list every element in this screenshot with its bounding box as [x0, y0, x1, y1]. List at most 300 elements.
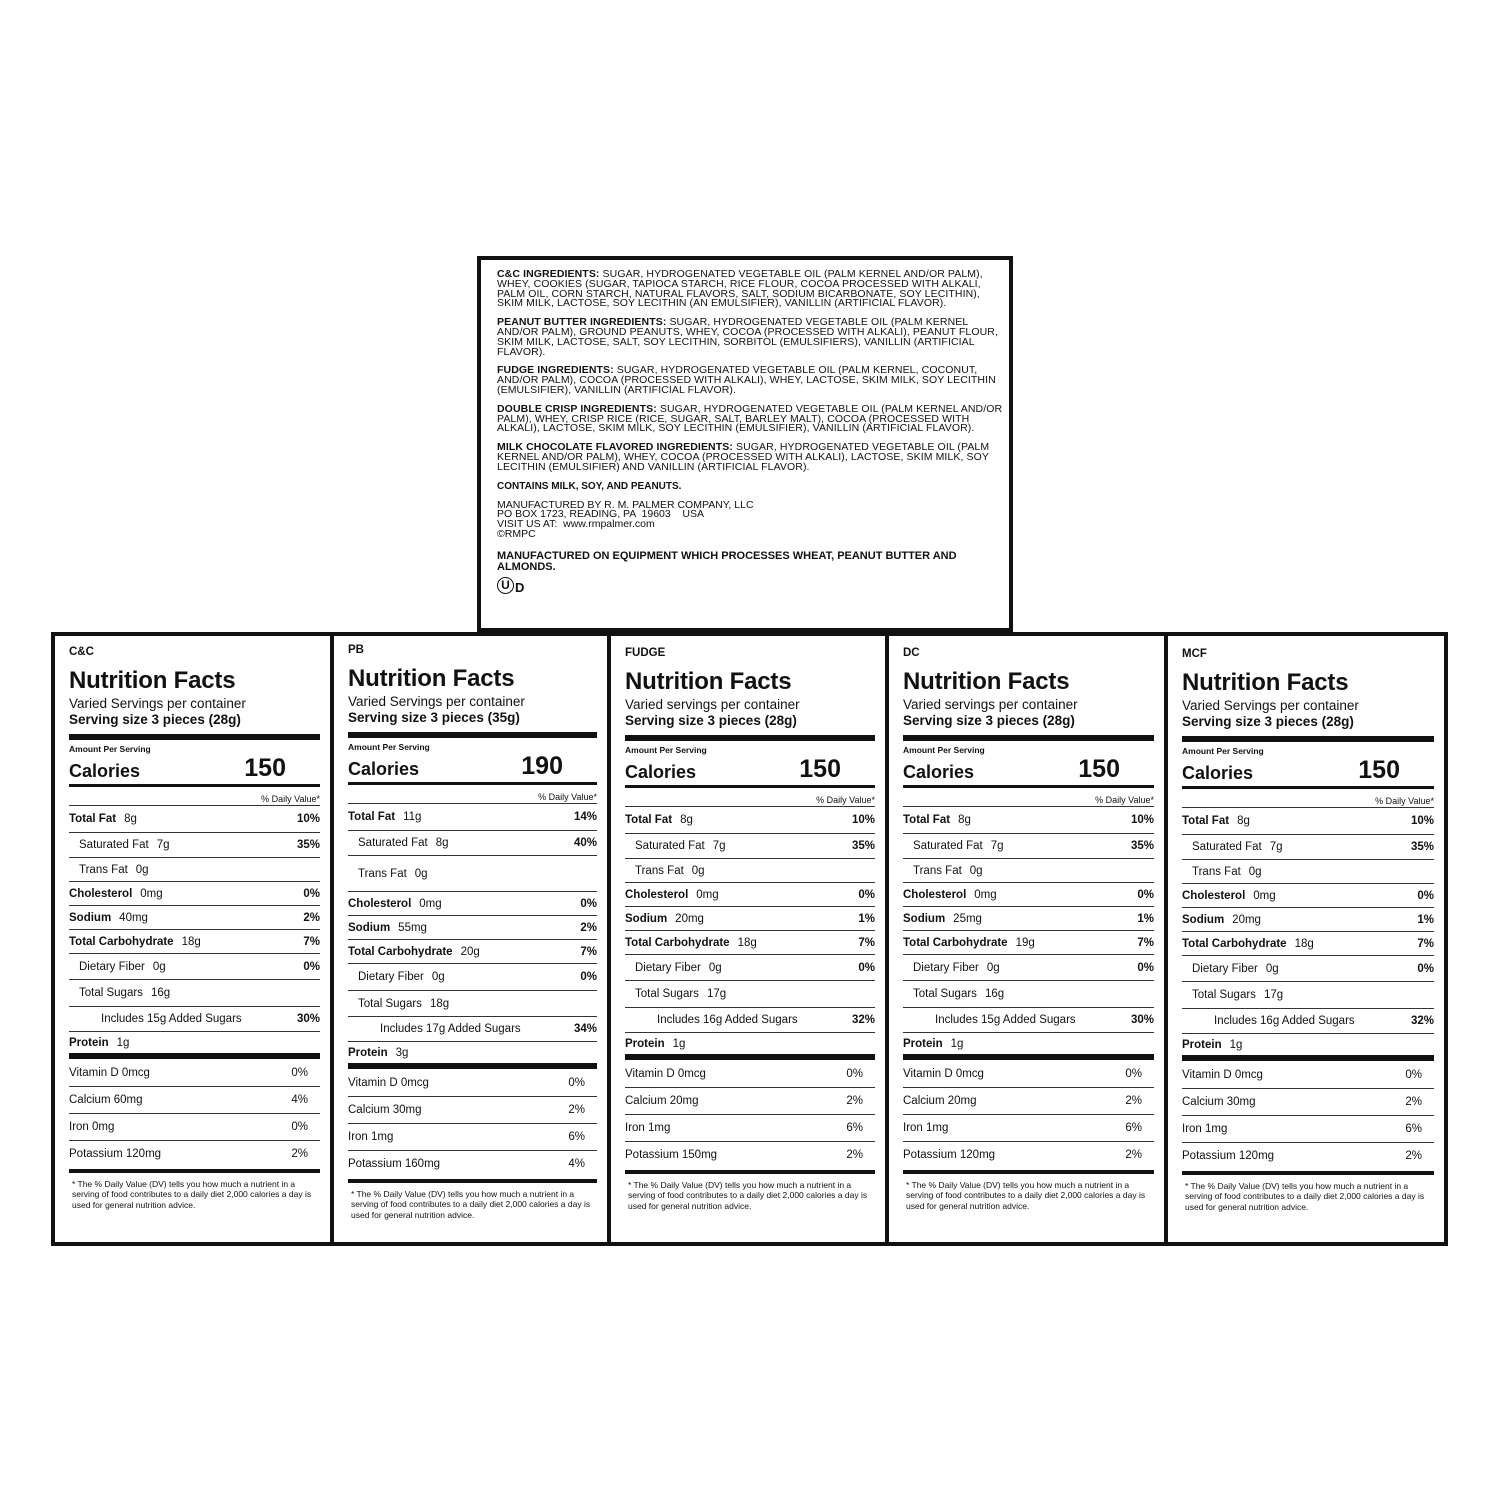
vitamin-label: Vitamin D 0mcg — [69, 1066, 150, 1079]
calories-value: 150 — [799, 755, 841, 783]
nutrient-label: Includes 16g Added Sugars — [657, 1014, 798, 1026]
nutrient-label-group — [625, 889, 719, 901]
nutrition-facts-title: Nutrition Facts — [348, 665, 515, 692]
nutrient-amount: 0g — [1265, 962, 1279, 975]
nutrient-label-group — [348, 946, 480, 958]
nutrition-panel — [55, 636, 330, 1242]
nutrient-row — [625, 980, 875, 1007]
panel-content — [69, 646, 320, 1210]
nutrient-label-group — [348, 1047, 408, 1059]
calories-label: Calories — [1182, 763, 1254, 783]
nutrient-amount: 7g — [712, 840, 726, 852]
medium-divider — [1182, 786, 1434, 789]
nutrient-amount: 0g — [152, 960, 166, 973]
nutrient-row — [903, 980, 1154, 1007]
daily-value-footnote: * The % Daily Value (DV) tells you how much a nutrient in a serving of food contributes to a daily diet 2,000 calories a day is used for general nutrition advice. — [906, 1180, 1146, 1211]
nutrient-row — [69, 857, 320, 881]
manufacturer-website: VISIT US AT: www.rmpalmer.com — [497, 518, 655, 531]
ingredients-content — [497, 270, 1007, 594]
vitamin-row — [625, 1060, 875, 1087]
nutrient-amount: 18g — [181, 935, 201, 948]
nutrient-row — [69, 832, 320, 857]
thick-divider — [903, 735, 1154, 741]
vitamin-row — [903, 1114, 1154, 1141]
nutrient-label-group — [903, 937, 1035, 949]
vitamin-daily-value: 2% — [291, 1148, 308, 1160]
vitamin-row — [348, 1123, 597, 1150]
nutrient-daily-value: 0% — [858, 961, 875, 974]
nutrient-daily-value: 2% — [580, 921, 597, 934]
nutrient-row — [1182, 931, 1434, 955]
nutrient-label: Protein — [348, 1046, 388, 1059]
nutrient-label: Cholesterol — [1182, 889, 1246, 902]
nutrient-amount: 40mg — [119, 911, 148, 924]
nutrient-label: Cholesterol — [903, 888, 967, 901]
nutrient-row — [69, 806, 320, 832]
nutrient-amount: 0g — [986, 961, 1000, 974]
nutrient-daily-value: 40% — [573, 837, 597, 849]
thick-divider — [348, 732, 597, 738]
nutrient-amount: 16g — [150, 987, 171, 999]
nutrient-row — [625, 954, 875, 980]
nutrient-label-group — [69, 888, 163, 900]
nutrient-amount: 0g — [431, 971, 445, 983]
vitamin-row — [1182, 1088, 1434, 1115]
vitamin-table — [625, 1060, 875, 1168]
vitamin-label: Potassium 120mg — [903, 1149, 996, 1161]
ingredients-paragraph — [497, 366, 1007, 395]
vitamin-label: Vitamin D 0mcg — [1182, 1068, 1263, 1081]
vitamin-daily-value: 0% — [846, 1067, 863, 1080]
nutrient-label: Protein — [903, 1037, 943, 1050]
nutrient-amount: 19g — [1015, 936, 1035, 949]
nutrient-label: Total Carbohydrate — [1182, 937, 1287, 950]
nutrition-facts-title: Nutrition Facts — [69, 667, 236, 694]
daily-value-footnote: * The % Daily Value (DV) tells you how much a nutrient in a serving of food contributes to a daily diet 2,000 calories a day is used for general nutrition advice. — [72, 1179, 312, 1210]
nutrient-row — [1182, 907, 1434, 931]
nutrient-row — [1182, 834, 1434, 859]
nutrient-label: Saturated Fat — [358, 837, 428, 849]
nutrition-panel — [334, 636, 607, 1242]
nutrient-row — [348, 1041, 597, 1063]
nutrient-daily-value: 7% — [580, 945, 597, 958]
vitamin-daily-value: 2% — [1125, 1095, 1142, 1107]
nutrient-label: Saturated Fat — [635, 840, 705, 852]
nutrient-label-group — [903, 889, 997, 901]
nutrient-label-group — [625, 937, 757, 949]
kosher-symbol — [497, 577, 1007, 594]
nutrient-row — [903, 858, 1154, 882]
nutrient-label-group — [69, 912, 148, 924]
amount-per-serving: Amount Per Serving — [903, 745, 985, 755]
calories-row — [69, 755, 320, 781]
nutrient-amount: 0g — [414, 867, 428, 880]
nutrient-label-group — [79, 839, 169, 851]
nutrient-label-group — [101, 1013, 242, 1025]
nutrient-label: Total Fat — [625, 814, 673, 826]
footer-divider — [903, 1170, 1154, 1174]
nutrient-label-group — [358, 837, 448, 849]
product-code: MCF — [1182, 648, 1207, 660]
ingredients-box — [477, 256, 1013, 632]
nutrient-amount: 7g — [990, 840, 1004, 852]
amount-per-serving: Amount Per Serving — [69, 744, 151, 754]
nutrient-label: Trans Fat — [913, 864, 962, 877]
nutrient-label-group — [913, 865, 983, 877]
nutrient-amount: 0mg — [140, 887, 163, 900]
nutrient-amount: 17g — [1263, 989, 1284, 1001]
vitamin-daily-value: 0% — [1125, 1067, 1142, 1080]
nutrient-label: Total Sugars — [79, 987, 143, 999]
nutrient-label: Dietary Fiber — [635, 961, 701, 974]
vitamin-table — [903, 1060, 1154, 1168]
nutrient-amount: 0g — [1248, 865, 1262, 878]
footer-divider — [69, 1169, 320, 1173]
manufacturer-info — [497, 498, 1007, 540]
nutrient-amount: 8g — [680, 814, 693, 826]
panel-content — [1182, 648, 1434, 1212]
ingredients-paragraph — [497, 270, 1007, 309]
nutrient-label-group — [903, 1038, 963, 1050]
nutrient-label: Total Carbohydrate — [69, 935, 174, 948]
amount-per-serving: Amount Per Serving — [625, 745, 707, 755]
nutrient-amount: 1g — [1229, 1038, 1243, 1051]
daily-value-header: % Daily Value* — [816, 795, 875, 805]
nutrient-amount: 7g — [156, 839, 170, 851]
nutrient-label-group — [79, 987, 170, 999]
nutrient-row — [903, 807, 1154, 833]
daily-value-footnote: * The % Daily Value (DV) tells you how much a nutrient in a serving of food contributes to a daily diet 2,000 calories a day is used for general nutrition advice. — [351, 1189, 591, 1220]
nutrient-row — [1182, 955, 1434, 981]
nutrient-amount: 1g — [672, 1037, 686, 1050]
vitamin-row — [348, 1069, 597, 1096]
vitamin-label: Iron 1mg — [903, 1122, 949, 1134]
nutrient-label: Total Sugars — [358, 997, 422, 1010]
nutrient-label-group — [69, 936, 201, 948]
nutrient-amount: 18g — [737, 936, 757, 949]
nutrient-amount: 7g — [1269, 841, 1283, 853]
nutrient-row — [348, 804, 597, 830]
nutrient-label-group — [625, 814, 693, 826]
nutrient-row — [903, 930, 1154, 954]
nutrient-row — [625, 807, 875, 833]
nutrient-label-group — [913, 962, 1000, 974]
nutrition-facts-title: Nutrition Facts — [903, 668, 1070, 695]
nutrient-row — [69, 905, 320, 929]
nutrient-row — [69, 1006, 320, 1031]
nutrient-label: Cholesterol — [348, 897, 412, 910]
calories-row — [903, 756, 1154, 782]
nutrient-label-group — [1192, 866, 1262, 878]
nutrient-label: Sodium — [69, 911, 112, 924]
footer-divider — [1182, 1171, 1434, 1175]
nutrient-label: Protein — [69, 1036, 109, 1049]
nutrient-row — [625, 882, 875, 906]
nutrient-amount: 0mg — [696, 888, 719, 901]
nutrient-label-group — [348, 811, 421, 823]
nutrient-daily-value: 0% — [303, 960, 320, 973]
vitamin-daily-value: 0% — [568, 1076, 585, 1089]
nutrient-label: Dietary Fiber — [913, 961, 979, 974]
nutrient-label-group — [1182, 914, 1261, 926]
nutrient-daily-value: 30% — [296, 1013, 320, 1025]
nutrient-row — [69, 881, 320, 905]
nutrient-daily-value: 0% — [580, 971, 597, 983]
nutrient-label-group — [348, 898, 442, 910]
nutrient-amount: 3g — [395, 1046, 409, 1059]
nutrient-label-group — [79, 864, 149, 876]
serving-size: Serving size 3 pieces (28g) — [903, 713, 1075, 728]
nutrient-label: Cholesterol — [69, 887, 133, 900]
nutrient-row — [625, 833, 875, 858]
vitamin-daily-value: 0% — [291, 1121, 308, 1133]
medium-divider — [348, 782, 597, 785]
calories-label: Calories — [903, 762, 975, 782]
calories-value: 190 — [521, 752, 563, 780]
nutrient-daily-value: 0% — [1137, 888, 1154, 901]
nutrient-row — [625, 906, 875, 930]
nutrient-label-group — [1182, 890, 1276, 902]
nutrient-label-group — [1192, 989, 1283, 1001]
nutrient-label: Cholesterol — [625, 888, 689, 901]
nutrient-amount: 20g — [460, 945, 480, 958]
nutrient-daily-value: 0% — [303, 887, 320, 900]
nutrient-row — [348, 855, 597, 891]
nutrient-row — [903, 833, 1154, 858]
nutrient-row — [348, 1016, 597, 1041]
ingredients-paragraph — [497, 443, 1007, 472]
vitamin-label: Vitamin D 0mcg — [348, 1076, 429, 1089]
daily-value-footnote: * The % Daily Value (DV) tells you how much a nutrient in a serving of food contributes to a daily diet 2,000 calories a day is used for general nutrition advice. — [628, 1180, 868, 1211]
nutrient-amount: 8g — [124, 813, 137, 825]
vitamin-table — [1182, 1061, 1434, 1169]
nutrient-daily-value: 1% — [1137, 912, 1154, 925]
nutrient-row — [625, 1007, 875, 1032]
nutrient-label: Saturated Fat — [913, 840, 983, 852]
nutrient-label: Protein — [625, 1037, 665, 1050]
vitamin-label: Vitamin D 0mcg — [625, 1067, 706, 1080]
vitamin-label: Iron 1mg — [348, 1131, 394, 1143]
nutrient-daily-value: 10% — [1130, 814, 1154, 826]
nutrient-label-group — [1182, 1039, 1242, 1051]
nutrition-facts-title: Nutrition Facts — [1182, 669, 1349, 696]
nutrient-daily-value: 0% — [580, 897, 597, 910]
nutrient-label-group — [635, 865, 705, 877]
vitamin-daily-value: 0% — [291, 1066, 308, 1079]
nutrient-label-group — [635, 962, 722, 974]
vitamin-row — [903, 1141, 1154, 1168]
nutrient-row — [69, 953, 320, 979]
nutrient-label: Trans Fat — [79, 863, 128, 876]
calories-value: 150 — [1078, 755, 1120, 783]
nutrition-panels-frame — [51, 632, 1448, 1246]
nutrient-label: Total Sugars — [635, 988, 699, 1000]
calories-row — [625, 756, 875, 782]
nutrient-row — [903, 882, 1154, 906]
vitamin-row — [1182, 1061, 1434, 1088]
nutrient-daily-value: 32% — [1410, 1015, 1434, 1027]
vitamin-row — [1182, 1142, 1434, 1169]
nutrient-label: Sodium — [625, 912, 668, 925]
vitamin-label: Calcium 30mg — [1182, 1096, 1256, 1108]
nutrient-label-group — [913, 840, 1003, 852]
nutrient-label-group — [1192, 963, 1279, 975]
nutrient-label: Trans Fat — [635, 864, 684, 877]
calories-row — [348, 753, 597, 779]
vitamin-row — [348, 1150, 597, 1177]
ingredients-paragraph — [497, 402, 1007, 435]
vitamin-daily-value: 4% — [568, 1158, 585, 1170]
nutrient-label: Total Fat — [69, 813, 117, 825]
nutrient-label: Total Carbohydrate — [903, 936, 1008, 949]
nutrient-label: Total Fat — [348, 811, 396, 823]
nutrient-amount: 0g — [135, 863, 149, 876]
product-code: FUDGE — [625, 647, 666, 659]
ingredients-paragraph — [497, 318, 1007, 357]
ingredients-title: DOUBLE CRISP INGREDIENTS: — [497, 402, 657, 415]
nutrient-daily-value: 10% — [296, 813, 320, 825]
calories-label: Calories — [625, 762, 697, 782]
panel-content — [625, 647, 875, 1211]
nutrient-label: Sodium — [903, 912, 946, 925]
vitamin-table — [348, 1069, 597, 1177]
ingredients-title: PEANUT BUTTER INGREDIENTS: — [497, 316, 667, 329]
nutrient-label: Total Carbohydrate — [625, 936, 730, 949]
nutrient-label: Total Sugars — [913, 988, 977, 1000]
nutrient-label-group — [935, 1014, 1076, 1026]
nutrient-amount: 18g — [429, 997, 450, 1010]
nutrient-row — [348, 915, 597, 939]
nutrient-amount: 8g — [1237, 815, 1250, 827]
kosher-dairy-mark: D — [515, 579, 525, 595]
nutrient-label-group — [913, 988, 1004, 1000]
nutrient-label: Saturated Fat — [79, 839, 149, 851]
vitamin-daily-value: 2% — [846, 1149, 863, 1161]
vitamin-row — [625, 1114, 875, 1141]
medium-divider — [69, 784, 320, 787]
serving-size: Serving size 3 pieces (28g) — [625, 713, 797, 728]
calories-value: 150 — [244, 754, 286, 782]
serving-size: Serving size 3 pieces (28g) — [69, 712, 241, 727]
nutrient-label-group — [348, 922, 427, 934]
nutrient-row — [625, 930, 875, 954]
vitamin-daily-value: 4% — [291, 1094, 308, 1106]
nutrient-row — [69, 979, 320, 1006]
servings-per-container: Varied Servings per container — [69, 696, 246, 711]
vitamin-daily-value: 2% — [1405, 1150, 1422, 1162]
ingredients-text: SUGAR, HYDROGENATED VEGETABLE OIL (PALM KERNEL AND/OR PALM), WHEY, COCOA (PROCESSED WITH ALKALI), LACTOSE, SKIM MILK, SOY LECITHIN (EMULSIFIER) AND VANILLIN (ARTIFICIAL FLAVOR). — [497, 441, 990, 473]
nutrient-label: Includes 15g Added Sugars — [935, 1014, 1076, 1026]
nutrient-daily-value: 7% — [1137, 936, 1154, 949]
nutrient-daily-value: 0% — [1417, 889, 1434, 902]
servings-per-container: Varied servings per container — [903, 697, 1078, 712]
nutrient-label: Total Fat — [1182, 815, 1230, 827]
ingredients-text: SUGAR, HYDROGENATED VEGETABLE OIL (PALM KERNEL AND/OR PALM), GROUND PEANUTS, WHEY, COCOA (PROCESSED WITH ALKALI), PEANUT FLOUR, SKIM MILK, LACTOSE, SALT, SOY LECITHIN, SORBITOL (EMULSIFIERS), VANILLIN (ARTIFICIAL FLAVOR). — [497, 316, 998, 358]
vitamin-daily-value: 2% — [846, 1095, 863, 1107]
footer-divider — [348, 1179, 597, 1183]
nutrient-label: Sodium — [1182, 913, 1225, 926]
amount-per-serving: Amount Per Serving — [348, 742, 430, 752]
nutrient-amount: 0mg — [419, 897, 442, 910]
vitamin-daily-value: 6% — [846, 1122, 863, 1134]
vitamin-row — [903, 1087, 1154, 1114]
nutrient-row — [348, 963, 597, 990]
nutrient-table — [69, 805, 320, 1053]
nutrient-daily-value: 35% — [296, 839, 320, 851]
product-code: DC — [903, 647, 920, 659]
vitamin-label: Potassium 150mg — [625, 1149, 718, 1161]
nutrient-row — [903, 954, 1154, 980]
servings-per-container: Varied Servings per container — [1182, 698, 1359, 713]
nutrient-amount: 0g — [969, 864, 983, 877]
nutrient-daily-value: 10% — [851, 814, 875, 826]
vitamin-row — [625, 1141, 875, 1168]
thick-divider — [1182, 736, 1434, 742]
vitamin-label: Calcium 20mg — [625, 1095, 699, 1107]
vitamin-label: Iron 0mg — [69, 1121, 115, 1133]
nutrient-table — [348, 803, 597, 1063]
vitamin-row — [1182, 1115, 1434, 1142]
vitamin-label: Potassium 160mg — [348, 1158, 441, 1170]
product-code: C&C — [69, 646, 94, 658]
nutrient-label: Saturated Fat — [1192, 841, 1262, 853]
nutrient-label-group — [903, 814, 971, 826]
nutrient-daily-value: 7% — [1417, 937, 1434, 950]
calories-label: Calories — [348, 759, 420, 779]
medium-divider — [903, 785, 1154, 788]
calories-label: Calories — [69, 761, 141, 781]
nutrient-daily-value: 14% — [573, 811, 597, 823]
vitamin-row — [348, 1096, 597, 1123]
nutrient-amount: 11g — [403, 811, 422, 823]
vitamin-row — [625, 1087, 875, 1114]
nutrient-label-group — [1182, 815, 1250, 827]
nutrient-amount: 8g — [435, 837, 449, 849]
nutrient-table — [1182, 807, 1434, 1055]
ingredients-title: FUDGE INGREDIENTS: — [497, 364, 614, 377]
vitamin-row — [69, 1113, 320, 1140]
panel-content — [903, 647, 1154, 1211]
vitamin-table — [69, 1059, 320, 1167]
nutrient-label: Includes 15g Added Sugars — [101, 1013, 242, 1025]
nutrient-table — [903, 806, 1154, 1054]
product-code: PB — [348, 644, 364, 656]
nutrient-daily-value: 0% — [1137, 961, 1154, 974]
vitamin-label: Potassium 120mg — [1182, 1150, 1275, 1162]
servings-per-container: Varied Servings per container — [348, 694, 525, 709]
daily-value-header: % Daily Value* — [1375, 796, 1434, 806]
nutrient-label: Trans Fat — [358, 867, 407, 880]
nutrient-daily-value: 35% — [1410, 841, 1434, 853]
panel-content — [348, 644, 597, 1220]
nutrient-amount: 20mg — [1232, 913, 1261, 926]
nutrient-label: Total Sugars — [1192, 989, 1256, 1001]
nutrition-facts-title: Nutrition Facts — [625, 668, 792, 695]
manufacturer-line: MANUFACTURED BY R. M. PALMER COMPANY, LLC — [497, 498, 754, 511]
nutrient-amount: 0mg — [1253, 889, 1276, 902]
nutrient-row — [1182, 1008, 1434, 1033]
nutrient-label-group — [903, 913, 982, 925]
nutrient-label: Total Fat — [903, 814, 951, 826]
nutrient-label-group — [625, 913, 704, 925]
nutrient-amount: 55mg — [398, 921, 427, 934]
vitamin-label: Iron 1mg — [1182, 1123, 1228, 1135]
nutrient-amount: 8g — [958, 814, 971, 826]
nutrient-label: Dietary Fiber — [1192, 962, 1258, 975]
nutrient-label-group — [79, 961, 166, 973]
nutrient-row — [903, 1032, 1154, 1054]
nutrient-table — [625, 806, 875, 1054]
